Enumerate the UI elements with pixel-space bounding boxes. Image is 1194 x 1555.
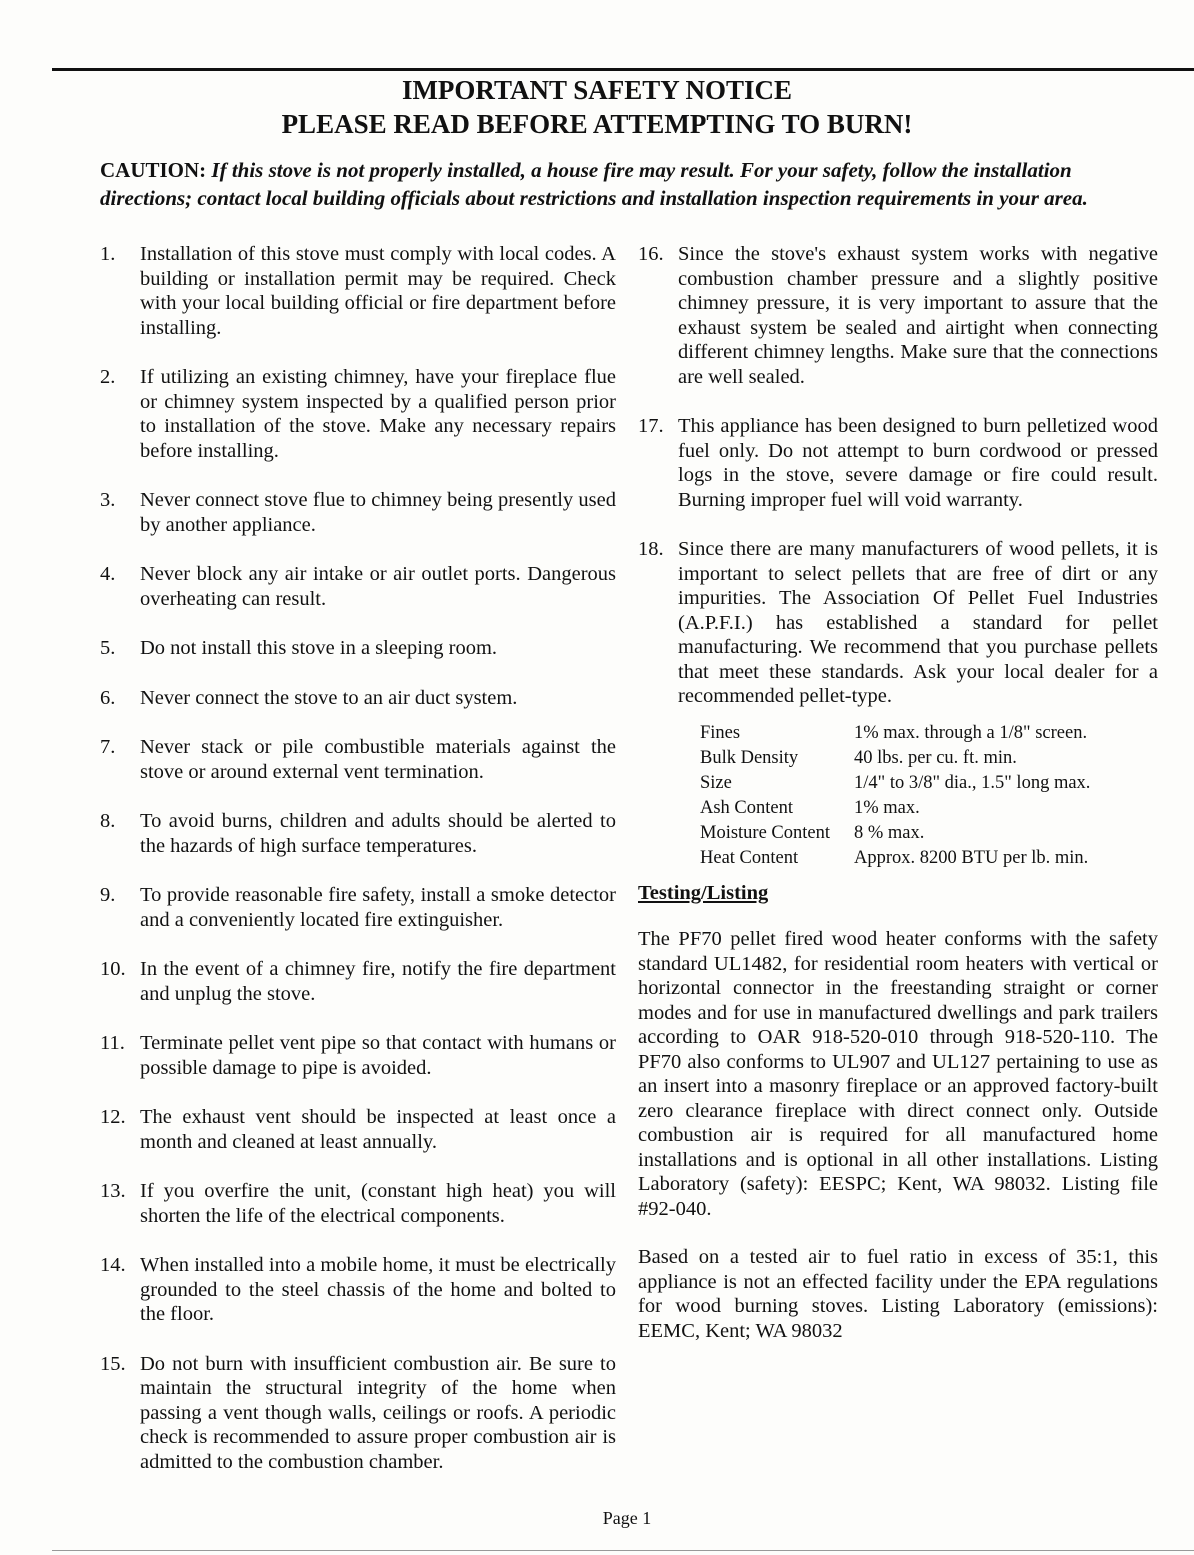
item-text: Never connect the stove to an air duct system. <box>140 686 518 709</box>
spec-label: Bulk Density <box>700 747 799 768</box>
item-number: 3. <box>100 489 116 511</box>
list-item <box>100 636 616 661</box>
item-number: 15. <box>100 1352 126 1375</box>
item-text: In the event of a chimney fire, notify the fire department and unplug the stove. <box>140 958 616 1005</box>
spec-row <box>700 771 1090 796</box>
item-text: Since the stove's exhaust system works with negative combustion chamber pressure and a slightly positive chimney pressure, it is very important to assure that the exhaust system be sealed and airtight when connecting different chimney lengths. Make sure that the connections are well sealed. <box>678 243 1158 388</box>
spec-value: 40 lbs. per cu. ft. min. <box>854 747 1017 768</box>
spec-value: Approx. 8200 BTU per lb. min. <box>854 847 1089 868</box>
spec-value: 8 % max. <box>854 822 925 843</box>
item-text: The exhaust vent should be inspected at least once a month and cleaned at least annually. <box>140 1106 616 1153</box>
list-item <box>638 414 1158 512</box>
item-number: 2. <box>100 366 116 388</box>
testing-paragraph-1: The PF70 pellet fired wood heater conforms with the safety standard UL1482, for residential room heaters with vertical or horizontal connector in the freestanding straight or corner modes and for use in manufactured dwellings and park trailers according to OAR 918-520-010 through 918-520-110. The PF70 also conforms to UL907 and UL127 pertaining to use as an insert into a masonry fireplace or an approved factory-built zero clearance fireplace with direct connect only. Outside combustion air is required for all manufactured home installations and is optional in all other installations. Listing Laboratory (safety): EESPC; Kent, WA 98032. Listing file #92-040. <box>638 928 1158 1220</box>
testing-heading: Testing/Listing <box>638 881 769 904</box>
item-text: If utilizing an existing chimney, have your fireplace flue or chimney system inspected by a qualified person prior to installation of the stove. Make any necessary repairs before installing. <box>140 366 616 462</box>
list-item <box>638 537 1158 709</box>
item-number: 6. <box>100 686 116 709</box>
item-number: 10. <box>100 958 126 980</box>
list-item <box>100 1352 616 1475</box>
spec-value: 1/4" to 3/8" dia., 1.5" long max. <box>854 772 1091 793</box>
item-number: 17. <box>638 415 664 437</box>
item-text: If you overfire the unit, (constant high heat) you will shorten the life of the electrical components. <box>140 1180 616 1227</box>
list-item <box>100 809 616 858</box>
item-text: Since there are many manufacturers of wood pellets, it is important to select pellets that are free of dirt or any impurities. The Association Of Pellet Fuel Industries (A.P.F.I.) has established a standard for pellet manufacturing. We recommend that you purchase pellets that meet these standards. Ask your local dealer for a recommended pellet-type. <box>678 538 1158 707</box>
spec-row <box>700 846 1090 871</box>
list-item <box>100 488 616 537</box>
item-number: 5. <box>100 637 116 659</box>
left-column <box>100 242 616 1474</box>
item-number: 4. <box>100 563 116 585</box>
item-text: Never block any air intake or air outlet ports. Dangerous overheating can result. <box>140 563 616 610</box>
spec-label: Size <box>700 772 732 793</box>
list-item <box>100 735 616 784</box>
item-number: 12. <box>100 1106 126 1128</box>
list-item <box>100 365 616 463</box>
item-text: Never connect stove flue to chimney being presently used by another appliance. <box>140 489 616 536</box>
item-text: This appliance has been designed to burn pelletized wood fuel only. Do not attempt to burn cordwood or pressed logs in the stove, severe damage or fire could result. Burning improper fuel will void warranty. <box>678 415 1158 511</box>
right-column <box>638 242 1158 1367</box>
item-text: To avoid burns, children and adults should be alerted to the hazards of high surface temperatures. <box>140 810 616 857</box>
list-item <box>100 1179 616 1228</box>
page-number: Page 1 <box>602 1508 652 1528</box>
spec-row <box>700 796 1090 821</box>
title-line-1: IMPORTANT SAFETY NOTICE <box>401 75 793 105</box>
item-text: Terminate pellet vent pipe so that contact with humans or possible damage to pipe is avoided. <box>140 1032 616 1079</box>
spec-label: Heat Content <box>700 847 799 868</box>
testing-paragraph-2: Based on a tested air to fuel ratio in excess of 35:1, this appliance is not an effected facility under the EPA regulations for wood burning stoves. Listing Laboratory (emissions): EEMC, Kent; WA 98032 <box>638 1246 1158 1342</box>
list-item <box>638 242 1158 389</box>
item-text: Do not burn with insufficient combustion air. Be sure to maintain the structural integrity of the home when passing a vent though walls, ceilings or roofs. A periodic check is recommended to assure proper combustion air is admitted to the combustion chamber. <box>140 1352 616 1473</box>
item-text: Never stack or pile combustible materials against the stove or around external vent termination. <box>140 736 616 783</box>
item-text: Installation of this stove must comply with local codes. A building or installation permit may be required. Check with your local building official or fire department before installing. <box>140 243 616 339</box>
list-item <box>100 957 616 1006</box>
item-text: To provide reasonable fire safety, install a smoke detector and a conveniently located fire extinguisher. <box>140 884 616 931</box>
pellet-specs-table <box>700 721 1090 871</box>
item-number: 9. <box>100 884 116 906</box>
spec-value: 1% max. <box>854 797 920 818</box>
bottom-rule <box>52 1550 1194 1551</box>
item-text: When installed into a mobile home, it must be electrically grounded to the steel chassis of the home and bolted to the floor. <box>140 1254 616 1325</box>
spec-row <box>700 746 1090 771</box>
list-item <box>100 1105 616 1154</box>
item-text: Do not install this stove in a sleeping room. <box>140 637 498 659</box>
caution-block <box>100 156 1130 212</box>
item-number: 7. <box>100 736 116 758</box>
spec-label: Fines <box>700 722 741 743</box>
spec-row <box>700 721 1090 746</box>
list-item <box>100 562 616 611</box>
top-rule <box>52 68 1194 71</box>
spec-label: Moisture Content <box>700 822 831 843</box>
list-item <box>100 883 616 932</box>
spec-row <box>700 821 1090 846</box>
list-item <box>100 242 616 340</box>
list-item <box>100 1031 616 1080</box>
item-number: 11. <box>100 1032 125 1054</box>
item-number: 13. <box>100 1180 126 1202</box>
caution-label: CAUTION: <box>100 158 207 182</box>
title-line-2: PLEASE READ BEFORE ATTEMPTING TO BURN! <box>281 109 913 139</box>
item-number: 14. <box>100 1254 126 1276</box>
item-number: 18. <box>638 538 664 560</box>
item-number: 1. <box>100 243 116 265</box>
spec-value: 1% max. through a 1/8" screen. <box>854 722 1088 743</box>
caution-text: If this stove is not properly installed, a house fire may result. For your safety, follow the installation directions; contact local building officials about restrictions and installation inspection requirements in your area. <box>100 158 1088 210</box>
list-item <box>100 1253 616 1327</box>
list-item <box>100 686 616 711</box>
spec-label: Ash Content <box>700 797 794 818</box>
item-number: 16. <box>638 243 664 265</box>
item-number: 8. <box>100 810 116 832</box>
